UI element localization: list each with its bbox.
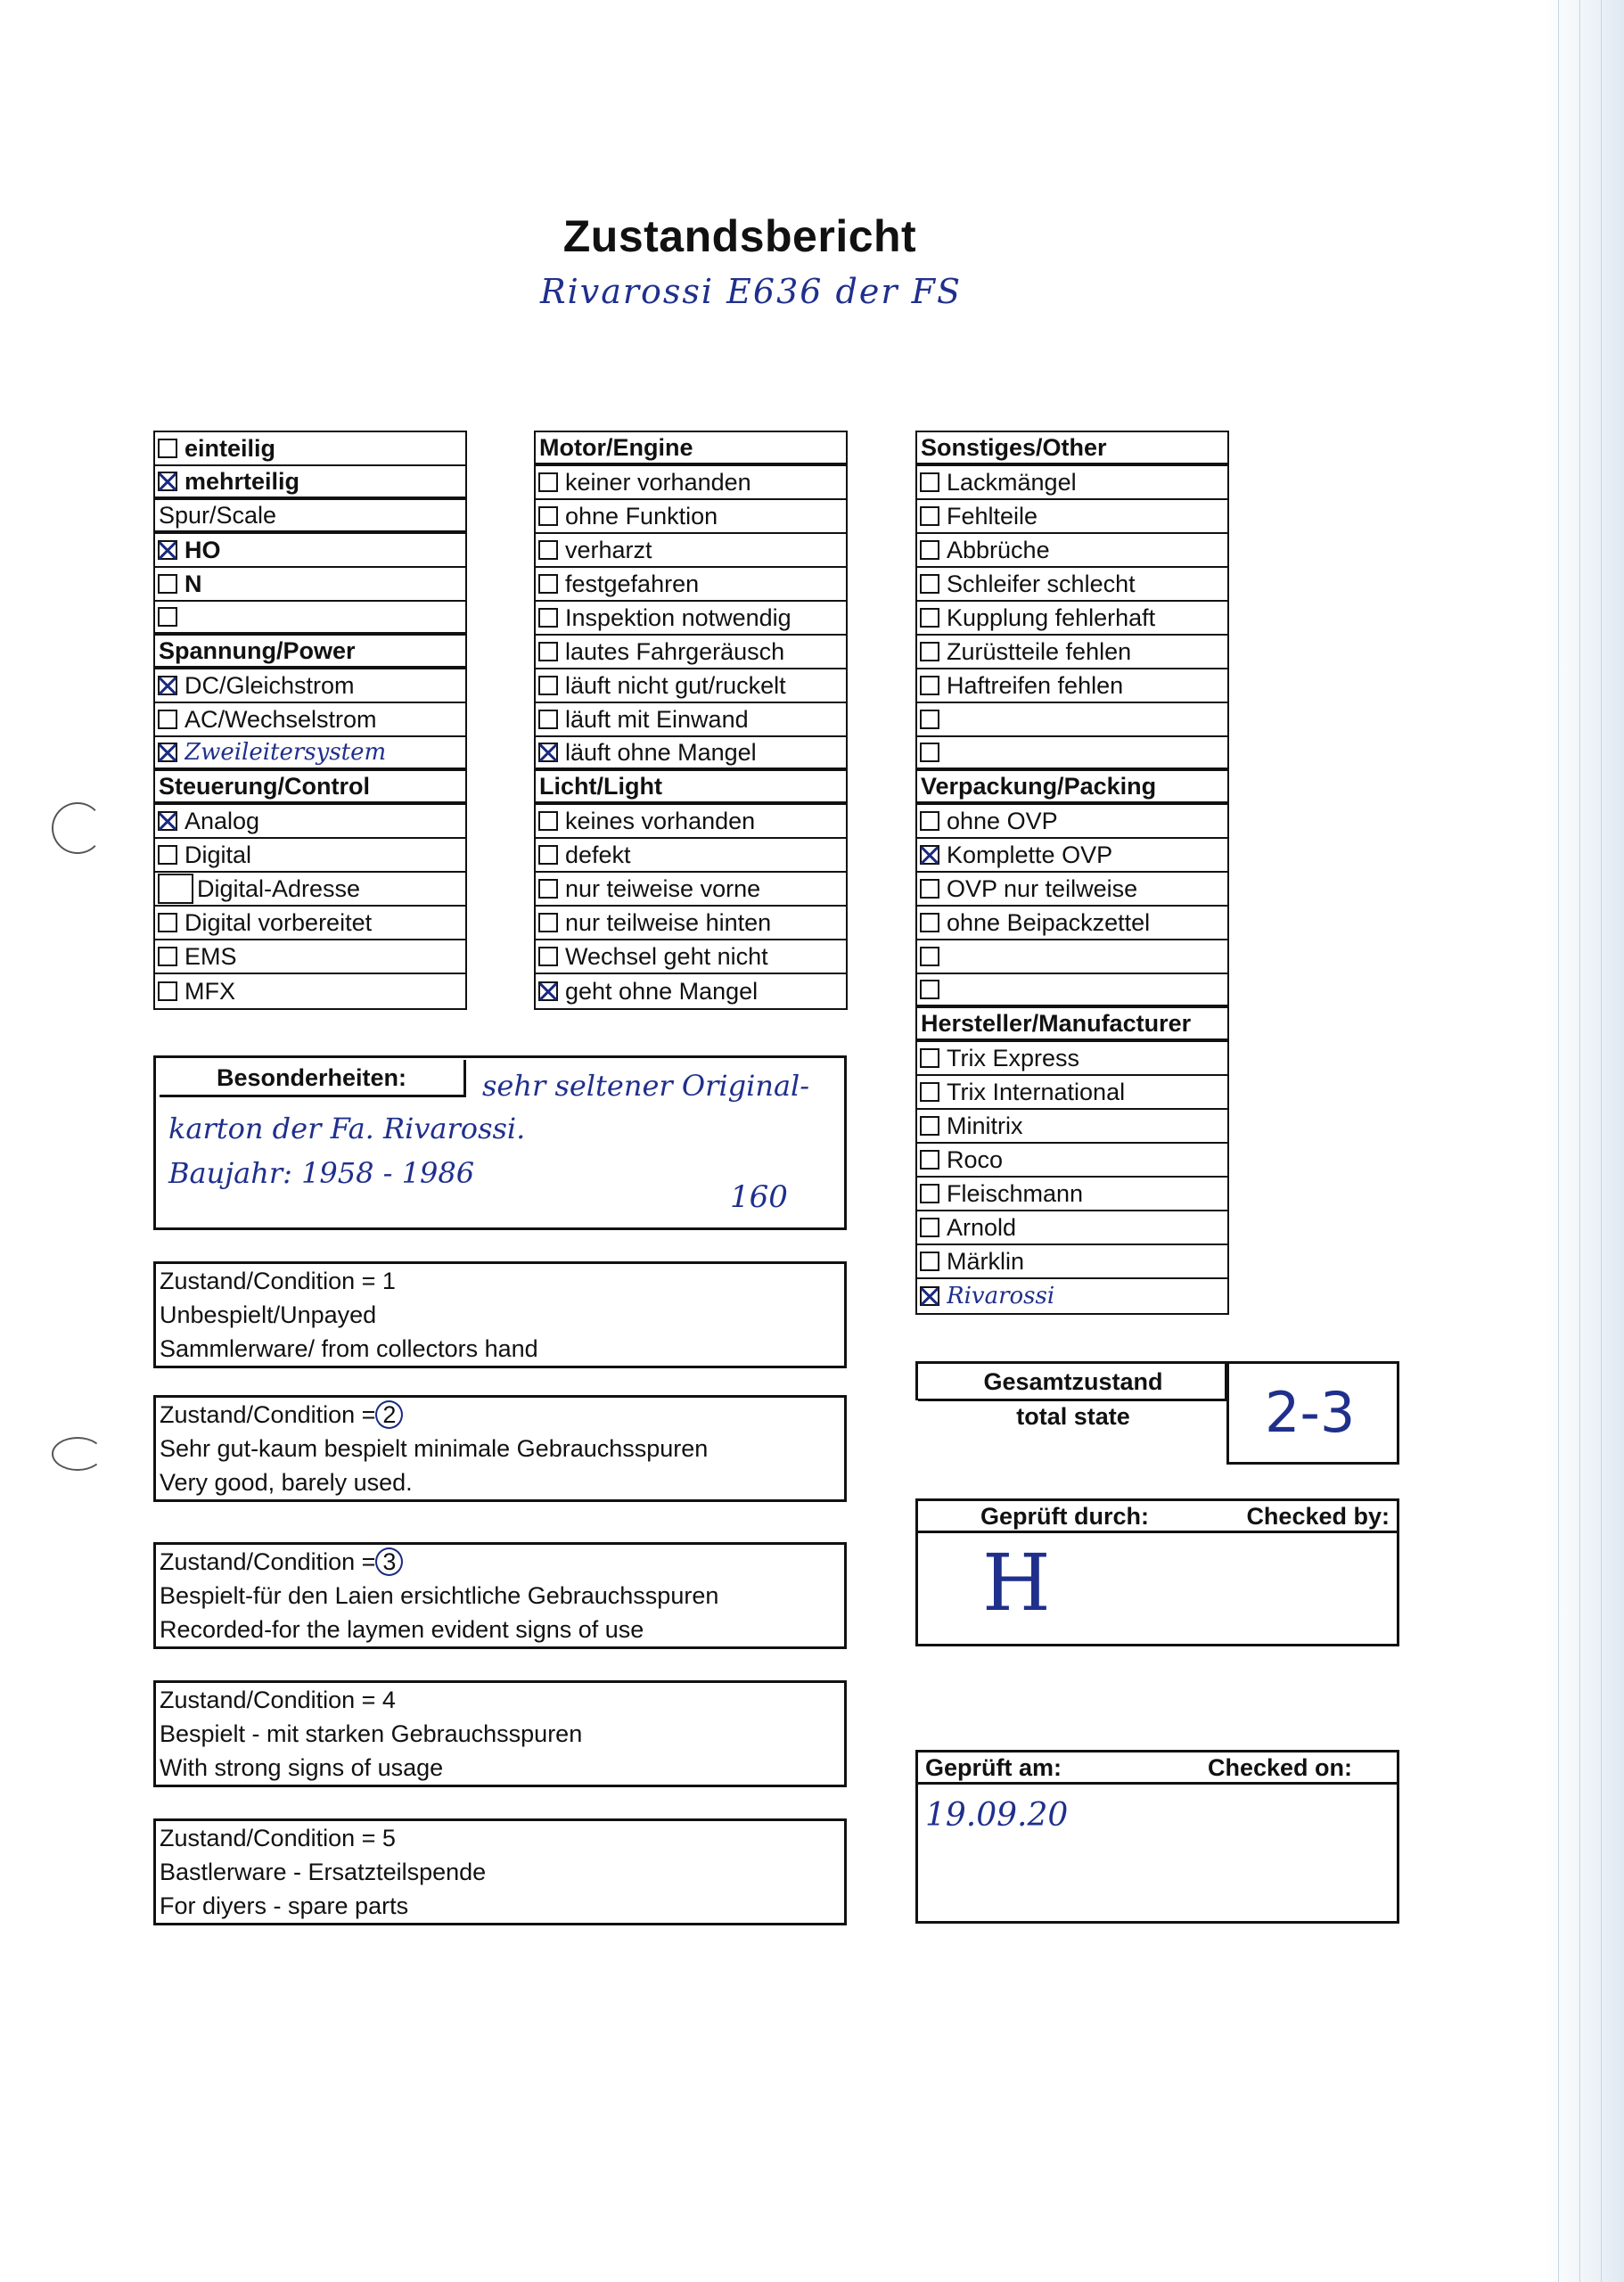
scan-edge-shadow [1544, 0, 1624, 2282]
checklist-row[interactable] [917, 1110, 1227, 1144]
checkbox[interactable] [920, 1082, 939, 1102]
row-label: keines vorhanden [565, 807, 756, 834]
left-checklist [153, 431, 467, 1010]
checklist-row[interactable] [917, 940, 1227, 974]
condition-box-1 [153, 1261, 847, 1368]
checkbox[interactable] [920, 743, 939, 762]
checkbox[interactable] [920, 1218, 939, 1237]
row-label: N [185, 570, 202, 597]
condition-title [156, 1821, 844, 1855]
checklist-row[interactable] [536, 636, 846, 669]
row-label: Roco [947, 1145, 1004, 1173]
checkbox[interactable] [920, 879, 939, 899]
condition-title [156, 1264, 844, 1298]
checkbox[interactable] [538, 947, 558, 966]
checkbox[interactable] [920, 947, 939, 966]
row-label: Abbrüche [947, 536, 1050, 563]
checklist-row[interactable] [155, 907, 465, 940]
row-label: Motor/Engine [539, 433, 693, 461]
checklist-row[interactable] [917, 568, 1227, 602]
row-label: Arnold [947, 1213, 1017, 1241]
condition-description: With strong signs of usage [160, 1754, 444, 1781]
checklist-row[interactable] [917, 466, 1227, 500]
row-label: DC/Gleichstrom [185, 671, 355, 699]
row-label: lautes Fahrgeräusch [565, 637, 785, 665]
row-label: Digital [185, 841, 252, 868]
section-header [536, 432, 846, 466]
row-label: AC/Wechselstrom [185, 705, 377, 733]
checkbox-checked[interactable] [920, 1286, 939, 1306]
condition-description: Bespielt-für den Laien ersichtliche Gebrauchsspuren [160, 1582, 719, 1609]
checkbox[interactable] [538, 642, 558, 661]
row-label: Trix Express [947, 1044, 1080, 1071]
row-label: defekt [565, 841, 631, 868]
checkbox[interactable] [920, 1048, 939, 1068]
checklist-row[interactable] [917, 636, 1227, 669]
condition-title [156, 1683, 844, 1717]
row-label: Zweileitersystem [185, 739, 387, 766]
row-label: Sonstiges/Other [921, 433, 1107, 461]
checkbox-checked[interactable] [158, 472, 177, 491]
section-header [155, 636, 465, 669]
checklist-row[interactable] [917, 873, 1227, 907]
checklist-row[interactable] [917, 1211, 1227, 1245]
checkbox[interactable] [538, 811, 558, 831]
checklist-row[interactable] [155, 669, 465, 703]
checklist-row[interactable] [917, 669, 1227, 703]
scan-edge-line [1601, 0, 1602, 2282]
besonderheiten-line2: karton der Fa. Rivarossi. [168, 1112, 526, 1145]
condition-prefix: Zustand/Condition = [160, 1687, 382, 1713]
checkbox-checked[interactable] [538, 981, 558, 1001]
condition-prefix: Zustand/Condition = [160, 1548, 376, 1575]
checklist-row[interactable] [536, 534, 846, 568]
row-label: ohne OVP [947, 807, 1058, 834]
row-label: Fehlteile [947, 502, 1038, 529]
section-header [917, 1008, 1227, 1042]
checklist-row[interactable] [536, 839, 846, 873]
row-label: Spannung/Power [159, 636, 356, 664]
checklist-row[interactable] [917, 974, 1227, 1008]
checked-on-label: Checked on: [1207, 1754, 1352, 1781]
geprueft-am-label: Geprüft am: [925, 1754, 1062, 1781]
row-label: Steuerung/Control [159, 772, 370, 800]
row-label: Trix International [947, 1078, 1126, 1105]
condition-number-circled: 3 [375, 1547, 403, 1576]
checkbox[interactable] [920, 710, 939, 729]
checklist-row[interactable] [155, 703, 465, 737]
row-label: Analog [185, 807, 260, 834]
checklist-row[interactable] [155, 737, 465, 771]
right-checklist [915, 431, 1229, 1315]
punch-hole-mark [52, 1437, 103, 1471]
checkbox[interactable] [920, 913, 939, 932]
middle-checklist [534, 431, 848, 1010]
checkbox[interactable] [920, 1150, 939, 1170]
checkbox[interactable] [920, 676, 939, 695]
condition-title [156, 1398, 844, 1432]
checklist-row[interactable] [155, 568, 465, 602]
checklist-row[interactable] [536, 500, 846, 534]
checkbox[interactable] [538, 608, 558, 628]
checklist-row[interactable] [155, 432, 465, 466]
checkbox[interactable] [158, 710, 177, 729]
checkbox[interactable] [920, 608, 939, 628]
row-label: Licht/Light [539, 772, 662, 800]
row-label: Lackmängel [947, 468, 1077, 496]
section-header [917, 432, 1227, 466]
checkbox[interactable] [538, 676, 558, 695]
checklist-row[interactable] [155, 805, 465, 839]
row-label: nur teiweise vorne [565, 874, 761, 902]
row-label: Fleischmann [947, 1179, 1084, 1207]
checkbox-checked[interactable] [158, 811, 177, 831]
checklist-row[interactable] [917, 703, 1227, 737]
checkbox[interactable] [920, 540, 939, 560]
row-label: Digital-Adresse [197, 874, 361, 902]
row-label: ohne Beipackzettel [947, 908, 1151, 936]
condition-title [156, 1545, 844, 1579]
checklist-row[interactable] [917, 907, 1227, 940]
checkbox[interactable] [920, 574, 939, 594]
condition-description: Bastlerware - Ersatzteilspende [160, 1859, 487, 1885]
checkbox[interactable] [538, 574, 558, 594]
row-label: Inspektion notwendig [565, 603, 791, 631]
checklist-row[interactable] [536, 940, 846, 974]
checklist-row[interactable] [917, 737, 1227, 771]
handwritten-subtitle: Rivarossi E636 der FS [540, 272, 962, 311]
checklist-row[interactable] [536, 805, 846, 839]
besonderheiten-line1: sehr seltener Original- [482, 1069, 810, 1103]
checklist-row[interactable] [917, 805, 1227, 839]
row-label: verharzt [565, 536, 652, 563]
checklist-row[interactable] [155, 602, 465, 636]
row-label: EMS [185, 942, 237, 970]
gesamtzustand-box [915, 1361, 1227, 1430]
row-label: OVP nur teilweise [947, 874, 1138, 902]
row-label: geht ohne Mangel [565, 977, 759, 1005]
checkbox-checked[interactable] [158, 540, 177, 560]
row-label: läuft ohne Mangel [565, 738, 757, 766]
geprueft-durch-box [915, 1498, 1399, 1646]
checkbox[interactable] [158, 874, 193, 904]
condition-number-circled: 2 [375, 1400, 403, 1429]
checklist-row[interactable] [536, 669, 846, 703]
checklist-row[interactable] [536, 703, 846, 737]
row-label: HO [185, 536, 221, 563]
checkbox-checked[interactable] [920, 845, 939, 865]
checkbox[interactable] [158, 913, 177, 932]
condition-prefix: Zustand/Condition = [160, 1825, 382, 1851]
row-label: läuft mit Einwand [565, 705, 749, 733]
row-label: MFX [185, 977, 235, 1005]
row-label: läuft nicht gut/ruckelt [565, 671, 786, 699]
checklist-row[interactable] [155, 974, 465, 1008]
row-label: Märklin [947, 1247, 1025, 1275]
checklist-row[interactable] [917, 1245, 1227, 1279]
checkbox[interactable] [538, 472, 558, 492]
checklist-row[interactable] [917, 1279, 1227, 1313]
row-label: einteilig [185, 434, 276, 462]
condition-description: Very good, barely used. [160, 1469, 413, 1496]
condition-box-2 [153, 1395, 847, 1502]
checklist-row[interactable] [917, 534, 1227, 568]
checklist-row[interactable] [536, 466, 846, 500]
checkbox[interactable] [158, 947, 177, 966]
checklist-row[interactable] [536, 568, 846, 602]
checklist-row[interactable] [536, 737, 846, 771]
condition-description: Sammlerware/ from collectors hand [160, 1335, 538, 1362]
checkbox[interactable] [538, 879, 558, 899]
checkbox[interactable] [538, 540, 558, 560]
row-label: mehrteilig [185, 467, 300, 495]
row-label: festgefahren [565, 570, 700, 597]
section-header [155, 771, 465, 805]
checkbox[interactable] [920, 811, 939, 831]
section-header [155, 500, 465, 534]
section-header [536, 771, 846, 805]
checkbox[interactable] [538, 710, 558, 729]
checklist-row[interactable] [917, 1042, 1227, 1076]
row-label: Komplette OVP [947, 841, 1113, 868]
checkbox[interactable] [920, 642, 939, 661]
gesamtzustand-label: Gesamtzustand [918, 1364, 1228, 1401]
checkbox-checked[interactable] [158, 743, 177, 762]
row-label: Zurüstteile fehlen [947, 637, 1132, 665]
signature: H [982, 1537, 1051, 1629]
checklist-row[interactable] [917, 839, 1227, 873]
condition-number: 1 [381, 1268, 396, 1294]
checklist-row[interactable] [155, 466, 465, 500]
checkbox[interactable] [538, 506, 558, 526]
checkbox[interactable] [920, 1184, 939, 1203]
besonderheiten-box [153, 1055, 847, 1230]
checklist-row[interactable] [536, 602, 846, 636]
condition-description: Unbespielt/Unpayed [160, 1301, 377, 1328]
checklist-row[interactable] [917, 1178, 1227, 1211]
scan-edge-line [1579, 0, 1580, 2282]
checklist-row[interactable] [155, 839, 465, 873]
checklist-row[interactable] [917, 602, 1227, 636]
condition-box-4 [153, 1680, 847, 1787]
condition-number: 4 [381, 1687, 396, 1713]
condition-description: For diyers - spare parts [160, 1892, 409, 1919]
checkbox[interactable] [158, 607, 177, 627]
checkbox[interactable] [538, 913, 558, 932]
checkbox-checked[interactable] [158, 676, 177, 695]
row-label: Minitrix [947, 1112, 1023, 1139]
checkbox[interactable] [538, 845, 558, 865]
checklist-row[interactable] [155, 534, 465, 568]
checkbox[interactable] [920, 506, 939, 526]
geprueft-durch-label: Geprüft durch: [980, 1503, 1149, 1530]
besonderheiten-number: 160 [730, 1179, 788, 1215]
checkbox[interactable] [158, 439, 177, 458]
checklist-row[interactable] [917, 500, 1227, 534]
checklist-row[interactable] [536, 974, 846, 1008]
gesamtzustand-value-box [1226, 1361, 1399, 1465]
row-label: Schleifer schlecht [947, 570, 1136, 597]
section-header [917, 771, 1227, 805]
checkbox-checked[interactable] [538, 743, 558, 762]
checkbox[interactable] [920, 1252, 939, 1271]
checkbox[interactable] [158, 981, 177, 1001]
condition-box-3 [153, 1542, 847, 1649]
geprueft-am-box [915, 1750, 1399, 1924]
checkbox[interactable] [920, 980, 939, 999]
row-label: keiner vorhanden [565, 468, 751, 496]
checklist-row[interactable] [536, 907, 846, 940]
checked-by-label: Checked by: [1246, 1503, 1390, 1530]
condition-description: Sehr gut-kaum bespielt minimale Gebrauchsspuren [160, 1435, 709, 1462]
row-label: Wechsel geht nicht [565, 942, 768, 970]
checklist-row[interactable] [917, 1144, 1227, 1178]
checkbox[interactable] [158, 574, 177, 594]
row-label: Hersteller/Manufacturer [921, 1009, 1192, 1037]
scan-edge-line [1558, 0, 1559, 2282]
row-label: Spur/Scale [159, 501, 277, 529]
condition-description: Recorded-for the laymen evident signs of use [160, 1616, 644, 1643]
page-title: Zustandsbericht [562, 211, 917, 261]
row-label: ohne Funktion [565, 502, 718, 529]
checked-date: 19.09.20 [925, 1797, 1069, 1834]
condition-description: Bespielt - mit starken Gebrauchsspuren [160, 1720, 583, 1747]
row-label: Rivarossi [947, 1283, 1055, 1309]
checklist-row[interactable] [536, 873, 846, 907]
checklist-row[interactable] [917, 1076, 1227, 1110]
besonderheiten-line3: Baujahr: 1958 - 1986 [168, 1156, 475, 1190]
row-label: Digital vorbereitet [185, 908, 373, 936]
checkbox[interactable] [920, 472, 939, 492]
checkbox[interactable] [920, 1116, 939, 1136]
row-label: nur teilweise hinten [565, 908, 772, 936]
row-label: Kupplung fehlerhaft [947, 603, 1156, 631]
gesamtzustand-sub: total state [1016, 1403, 1130, 1430]
gesamtzustand-value: 2-3 [1265, 1380, 1356, 1445]
punch-hole-mark [52, 802, 103, 854]
checklist-row[interactable] [155, 940, 465, 974]
condition-box-5 [153, 1818, 847, 1925]
checkbox[interactable] [158, 845, 177, 865]
condition-prefix: Zustand/Condition = [160, 1268, 382, 1294]
besonderheiten-label: Besonderheiten: [160, 1060, 466, 1097]
condition-prefix: Zustand/Condition = [160, 1401, 376, 1428]
row-label: Haftreifen fehlen [947, 671, 1124, 699]
condition-number: 5 [381, 1825, 396, 1851]
row-label: Verpackung/Packing [921, 772, 1157, 800]
checklist-row[interactable] [155, 873, 465, 907]
